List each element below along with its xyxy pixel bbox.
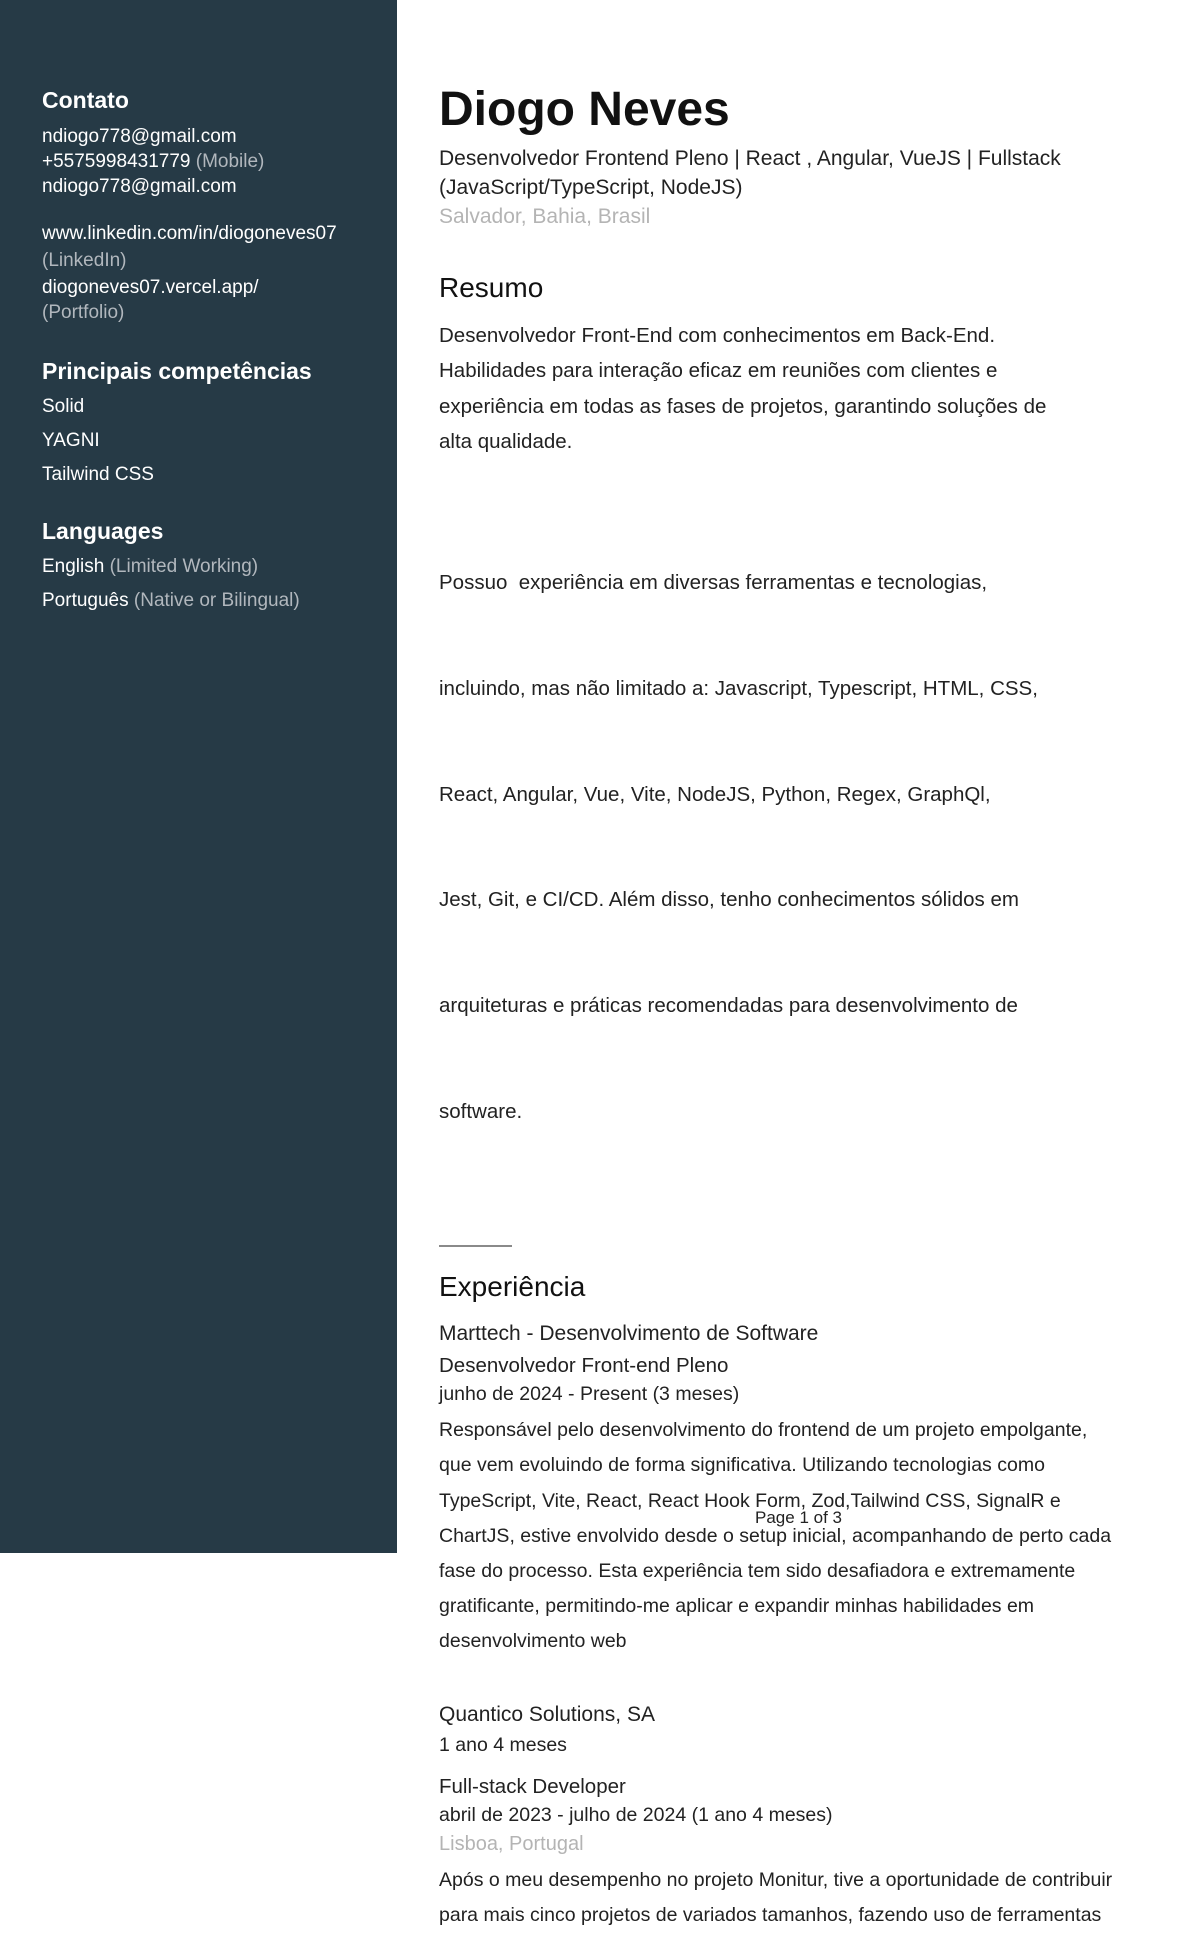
job-description bbox=[439, 1413, 1164, 1659]
job-location: Lisboa, Portugal bbox=[439, 1832, 584, 1855]
contact-section bbox=[42, 84, 387, 325]
summary-paragraph-2 bbox=[439, 494, 1164, 1200]
job-dates: junho de 2024 - Present (3 meses) bbox=[439, 1383, 740, 1406]
skill-item: Solid bbox=[42, 396, 85, 417]
contact-email-2[interactable]: ndiogo778@gmail.com bbox=[42, 176, 237, 197]
job-role: Desenvolvedor Front-end Pleno bbox=[439, 1354, 729, 1378]
text-line: para mais cinco projetos de variados tamanhos, fazendo uso de ferramentas bbox=[439, 1903, 1102, 1926]
skill-item: YAGNI bbox=[42, 430, 100, 451]
language-item bbox=[42, 550, 387, 584]
profile-headline bbox=[439, 144, 1164, 202]
text-line: Habilidades para interação eficaz em reuniões com clientes e bbox=[439, 359, 998, 383]
job-entry bbox=[439, 1700, 1164, 1933]
contact-phone-row bbox=[42, 149, 387, 174]
job-tenure: 1 ano 4 meses bbox=[439, 1733, 567, 1756]
languages-heading: Languages bbox=[42, 518, 164, 544]
text-line: software. bbox=[439, 1100, 523, 1124]
text-line: TypeScript, Vite, React, React Hook Form, Zod,Tailwind CSS, SignalR e bbox=[439, 1489, 1061, 1512]
portfolio-label: (Portfolio) bbox=[42, 302, 125, 323]
text-line: Responsável pelo desenvolvimento do frontend de um projeto empolgante, bbox=[439, 1419, 1088, 1442]
language-name: Português bbox=[42, 590, 129, 611]
text-line: incluindo, mas não limitado a: Javascript, Typescript, HTML, CSS, bbox=[439, 676, 1038, 700]
text-line: Desenvolvedor Front-End com conhecimentos em Back-End. bbox=[439, 324, 996, 347]
linkedin-label: (LinkedIn) bbox=[42, 250, 127, 271]
text-line: Após o meu desempenho no projeto Monitur, tive a oportunidade de contribuir bbox=[439, 1868, 1113, 1891]
contact-heading: Contato bbox=[42, 87, 129, 113]
summary-paragraph-1 bbox=[439, 318, 1164, 459]
language-level: (Native or Bilingual) bbox=[133, 590, 300, 611]
text-line: desenvolvimento web bbox=[439, 1630, 627, 1653]
job-company: Marttech - Desenvolvimento de Software bbox=[439, 1322, 819, 1346]
job-entry bbox=[439, 1319, 1164, 1659]
contact-email[interactable]: ndiogo778@gmail.com bbox=[42, 126, 237, 147]
main-content bbox=[439, 80, 1164, 1933]
job-role: Full-stack Developer bbox=[439, 1774, 626, 1798]
job-dates: abril de 2023 - julho de 2024 (1 ano 4 meses) bbox=[439, 1803, 833, 1826]
text-line: Jest, Git, e CI/CD. Além disso, tenho conhecimentos sólidos em bbox=[439, 888, 1019, 912]
text-line: alta qualidade. bbox=[439, 429, 573, 453]
summary-heading: Resumo bbox=[439, 272, 544, 303]
sidebar bbox=[0, 0, 397, 1553]
job-description bbox=[439, 1863, 1164, 1933]
portfolio-link[interactable]: diogoneves07.vercel.app/ bbox=[42, 277, 259, 298]
text-line: arquiteturas e práticas recomendadas para desenvolvimento de bbox=[439, 994, 1018, 1018]
text-line: React, Angular, Vue, Vite, NodeJS, Python, Regex, GraphQl, bbox=[439, 782, 991, 806]
contact-phone[interactable]: +5575998431779 bbox=[42, 151, 191, 172]
language-name: English bbox=[42, 556, 105, 577]
language-level: (Limited Working) bbox=[109, 556, 259, 577]
skills-section bbox=[42, 355, 387, 492]
text-line: fase do processo. Esta experiência tem sido desafiadora e extremamente bbox=[439, 1559, 1076, 1582]
profile-name: Diogo Neves bbox=[439, 83, 730, 136]
text-line: experiência em todas as fases de projetos, garantindo soluções de bbox=[439, 394, 1047, 418]
contact-phone-label: (Mobile) bbox=[195, 151, 265, 172]
skill-item: Tailwind CSS bbox=[42, 464, 154, 485]
page-number: Page 1 of 3 bbox=[755, 1508, 842, 1527]
experience-heading: Experiência bbox=[439, 1271, 586, 1303]
skills-heading: Principais competências bbox=[42, 358, 312, 384]
text-line: ChartJS, estive envolvido desde o setup inicial, acompanhando de perto cada bbox=[439, 1524, 1112, 1547]
language-item bbox=[42, 584, 387, 618]
languages-section bbox=[42, 515, 387, 618]
headline-line: Desenvolvedor Frontend Pleno | React , Angular, VueJS | Fullstack bbox=[439, 147, 1061, 170]
profile-location: Salvador, Bahia, Brasil bbox=[439, 205, 651, 228]
section-divider bbox=[439, 1245, 512, 1247]
text-line: que vem evoluindo de forma significativa. Utilizando tecnologias como bbox=[439, 1454, 1045, 1477]
text-line: Possuo experiência em diversas ferramentas e tecnologias, bbox=[439, 570, 988, 594]
headline-line: (JavaScript/TypeScript, NodeJS) bbox=[439, 176, 743, 199]
text-line: gratificante, permitindo-me aplicar e expandir minhas habilidades em bbox=[439, 1595, 1035, 1618]
job-company: Quantico Solutions, SA bbox=[439, 1702, 655, 1726]
linkedin-link[interactable]: www.linkedin.com/in/diogoneves07 bbox=[42, 223, 337, 244]
sidebar-content bbox=[42, 84, 387, 618]
